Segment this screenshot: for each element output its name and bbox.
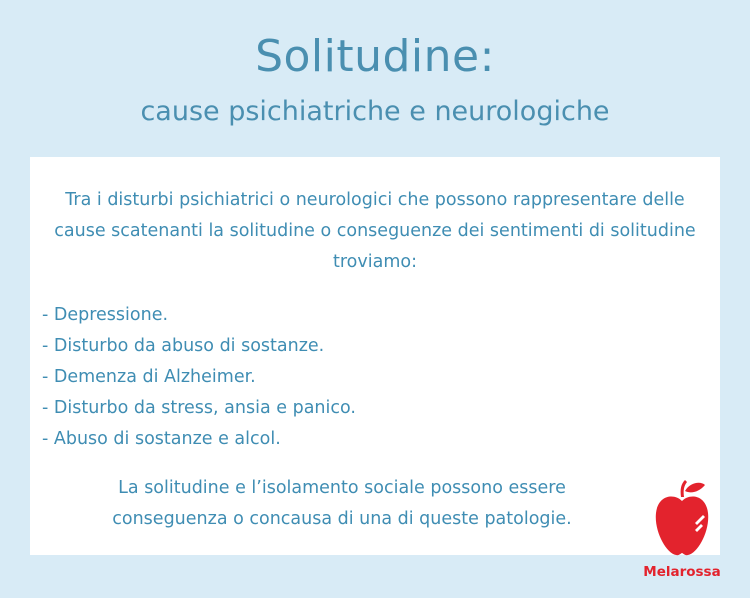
- page-title: Solitudine:: [255, 31, 495, 82]
- intro-line: Tra i disturbi psichiatrici o neurologici che possono rappresentare delle: [65, 190, 685, 210]
- list-item: - Disturbo da abuso di sostanze.: [42, 336, 325, 356]
- brand-name: Melarossa: [643, 564, 721, 580]
- apple-icon: [654, 479, 710, 559]
- brand-logo: [642, 479, 722, 589]
- content-card: [30, 157, 720, 555]
- intro-paragraph: [30, 185, 720, 278]
- closing-line: conseguenza o concausa di una di queste patologie.: [112, 509, 572, 529]
- list-item: - Disturbo da stress, ansia e panico.: [42, 398, 356, 418]
- closing-line: La solitudine e l’isolamento sociale possono essere: [118, 478, 566, 498]
- causes-list: [42, 300, 356, 455]
- intro-line: troviamo:: [333, 252, 417, 272]
- list-item: - Demenza di Alzheimer.: [42, 367, 256, 387]
- list-item: - Depressione.: [42, 305, 169, 325]
- list-item: - Abuso di sostanze e alcol.: [42, 429, 281, 449]
- closing-paragraph: [82, 473, 602, 535]
- page-subtitle: cause psichiatriche e neurologiche: [140, 96, 610, 127]
- intro-line: cause scatenanti la solitudine o conseguenze dei sentimenti di solitudine: [54, 221, 696, 241]
